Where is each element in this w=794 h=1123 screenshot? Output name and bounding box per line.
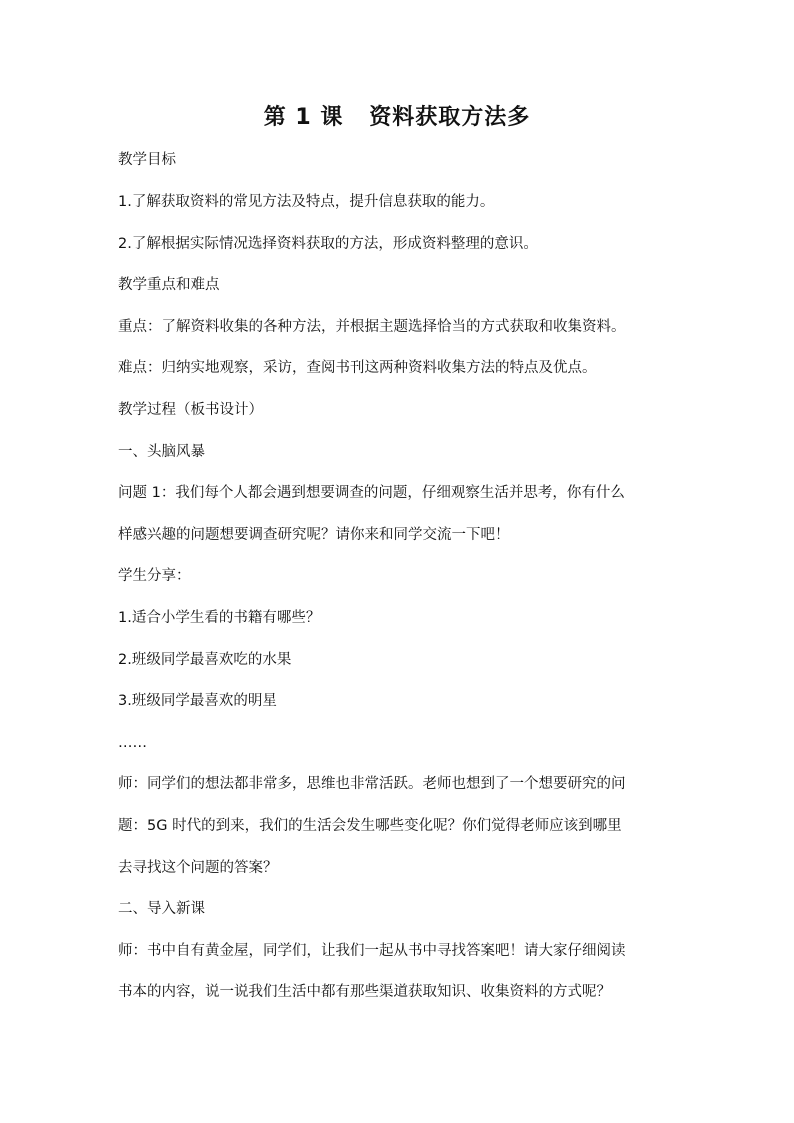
goal-item-1: 1.了解获取资料的常见方法及特点，提升信息获取的能力。 [118, 194, 495, 210]
heading-teaching-process: 教学过程（板书设计） [118, 402, 263, 418]
student-share-label: 学生分享： [118, 568, 191, 584]
teacher-text-line-1: 师：同学们的想法都非常多，思维也非常活跃。老师也想到了一个想要研究的问 [118, 776, 626, 792]
heading-teaching-goals: 教学目标 [118, 152, 176, 168]
section-new-lesson: 二、导入新课 [118, 901, 205, 917]
question-1-line-1: 问题 1：我们每个人都会遇到想要调查的问题，仔细观察生活并思考，你有什么 [118, 485, 625, 501]
key-point-text: 重点：了解资料收集的各种方法，并根据主题选择恰当的方式获取和收集资料。 [118, 319, 626, 335]
share-item-3: 3.班级同学最喜欢的明星 [118, 693, 277, 709]
teacher-intro-line-1: 师：书中自有黄金屋，同学们，让我们一起从书中寻找答案吧！请大家仔细阅读 [118, 943, 626, 959]
difficult-point-text: 难点：归纳实地观察，采访，查阅书刊这两种资料收集方法的特点及优点。 [118, 360, 597, 376]
lesson-title: 第 1 课 资料获取方法多 [263, 105, 531, 130]
question-1-line-2: 样感兴趣的问题想要调查研究呢？请你来和同学交流一下吧！ [118, 527, 510, 543]
goal-item-2: 2.了解根据实际情况选择资料获取的方法，形成资料整理的意识。 [118, 236, 538, 252]
share-item-1: 1.适合小学生看的书籍有哪些？ [118, 610, 321, 626]
heading-key-points: 教学重点和难点 [118, 277, 220, 293]
section-brainstorm: 一、头脑风暴 [118, 444, 205, 460]
ellipsis: …… [118, 735, 147, 751]
teacher-text-line-2: 题：5G 时代的到来，我们的生活会发生哪些变化呢？你们觉得老师应该到哪里 [118, 818, 622, 834]
share-item-2: 2.班级同学最喜欢吃的水果 [118, 652, 292, 668]
teacher-intro-line-2: 书本的内容，说一说我们生活中都有那些渠道获取知识、收集资料的方式呢？ [118, 984, 611, 1000]
teacher-text-line-3: 去寻找这个问题的答案？ [118, 860, 278, 876]
